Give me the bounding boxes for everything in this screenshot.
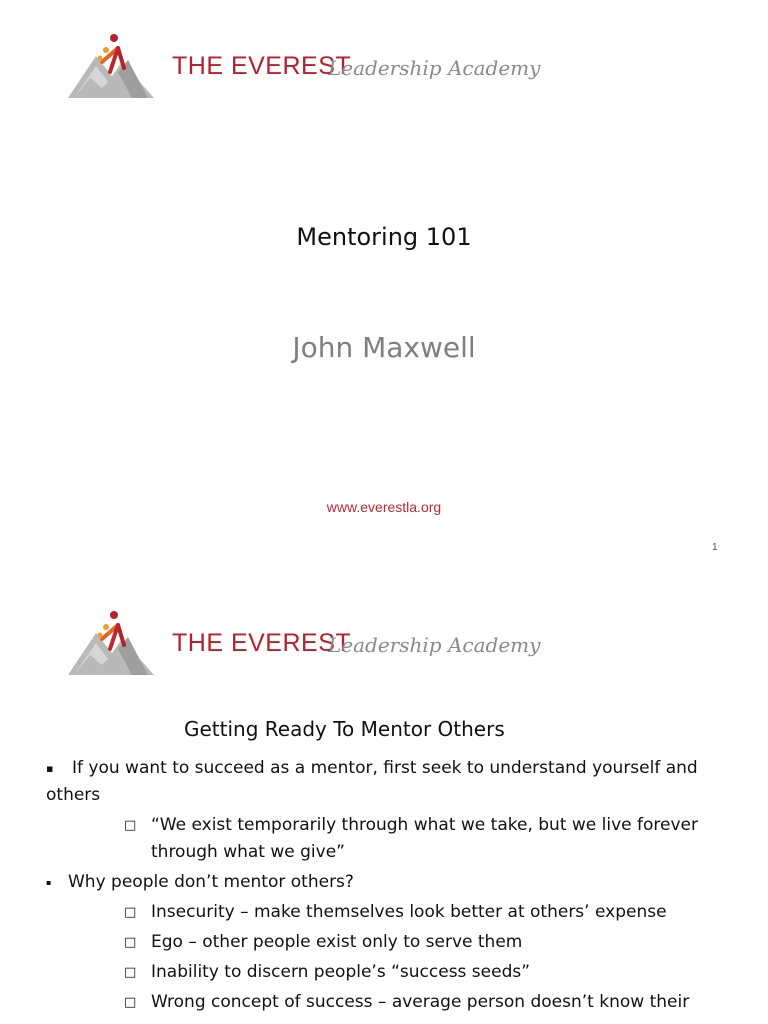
bullet-item	[46, 869, 736, 896]
square-bullet-icon: ▪	[46, 762, 54, 775]
bullet-text: Why people don’t mentor others?	[68, 872, 354, 892]
hollow-square-bullet-icon: □	[124, 935, 137, 950]
website-link[interactable]: www.everestla.org	[326, 499, 442, 515]
mountain-climber-icon	[62, 22, 162, 106]
mountain-climber-icon	[62, 599, 162, 683]
slide-heading: Getting Ready To Mentor Others	[184, 717, 505, 741]
logo-brand-text: THE EVEREST	[172, 629, 352, 657]
sub-bullet-item	[124, 989, 736, 1016]
slide-title: Mentoring 101	[296, 223, 472, 251]
sub-bullet-item	[124, 929, 736, 956]
sub-bullet-text: Insecurity – make themselves look better at others’ expense	[151, 902, 667, 922]
logo-brand-text: THE EVEREST	[172, 52, 352, 80]
logo-tagline-text: Leadership Academy	[328, 56, 541, 80]
author-name: John Maxwell	[292, 331, 476, 364]
logo-tagline-text: Leadership Academy	[328, 633, 541, 657]
hollow-square-bullet-icon: □	[124, 905, 137, 920]
sub-bullet-item	[124, 899, 736, 926]
hollow-square-bullet-icon: □	[124, 818, 137, 833]
sub-bullet-text: Inability to discern people’s “success seeds”	[151, 962, 531, 982]
bullet-text: If you want to succeed as a mentor, first seek to understand yourself and others	[46, 758, 698, 805]
hollow-square-bullet-icon: □	[124, 995, 137, 1010]
sub-bullet-text: Ego – other people exist only to serve them	[151, 932, 523, 952]
page-number: 1	[712, 542, 718, 553]
academy-logo	[62, 599, 542, 683]
bullet-item	[46, 755, 736, 809]
sub-bullet-text: Wrong concept of success – average person doesn’t know their	[151, 992, 690, 1012]
bullet-list	[46, 755, 736, 1019]
sub-bullet-text: “We exist temporarily through what we take, but we live forever through what we give”	[151, 815, 698, 862]
academy-logo	[62, 22, 542, 106]
sub-bullet-item	[124, 812, 736, 866]
sub-bullet-item	[124, 959, 736, 986]
square-bullet-icon: ▪	[46, 878, 52, 887]
content-slide	[0, 583, 768, 1024]
hollow-square-bullet-icon: □	[124, 965, 137, 980]
